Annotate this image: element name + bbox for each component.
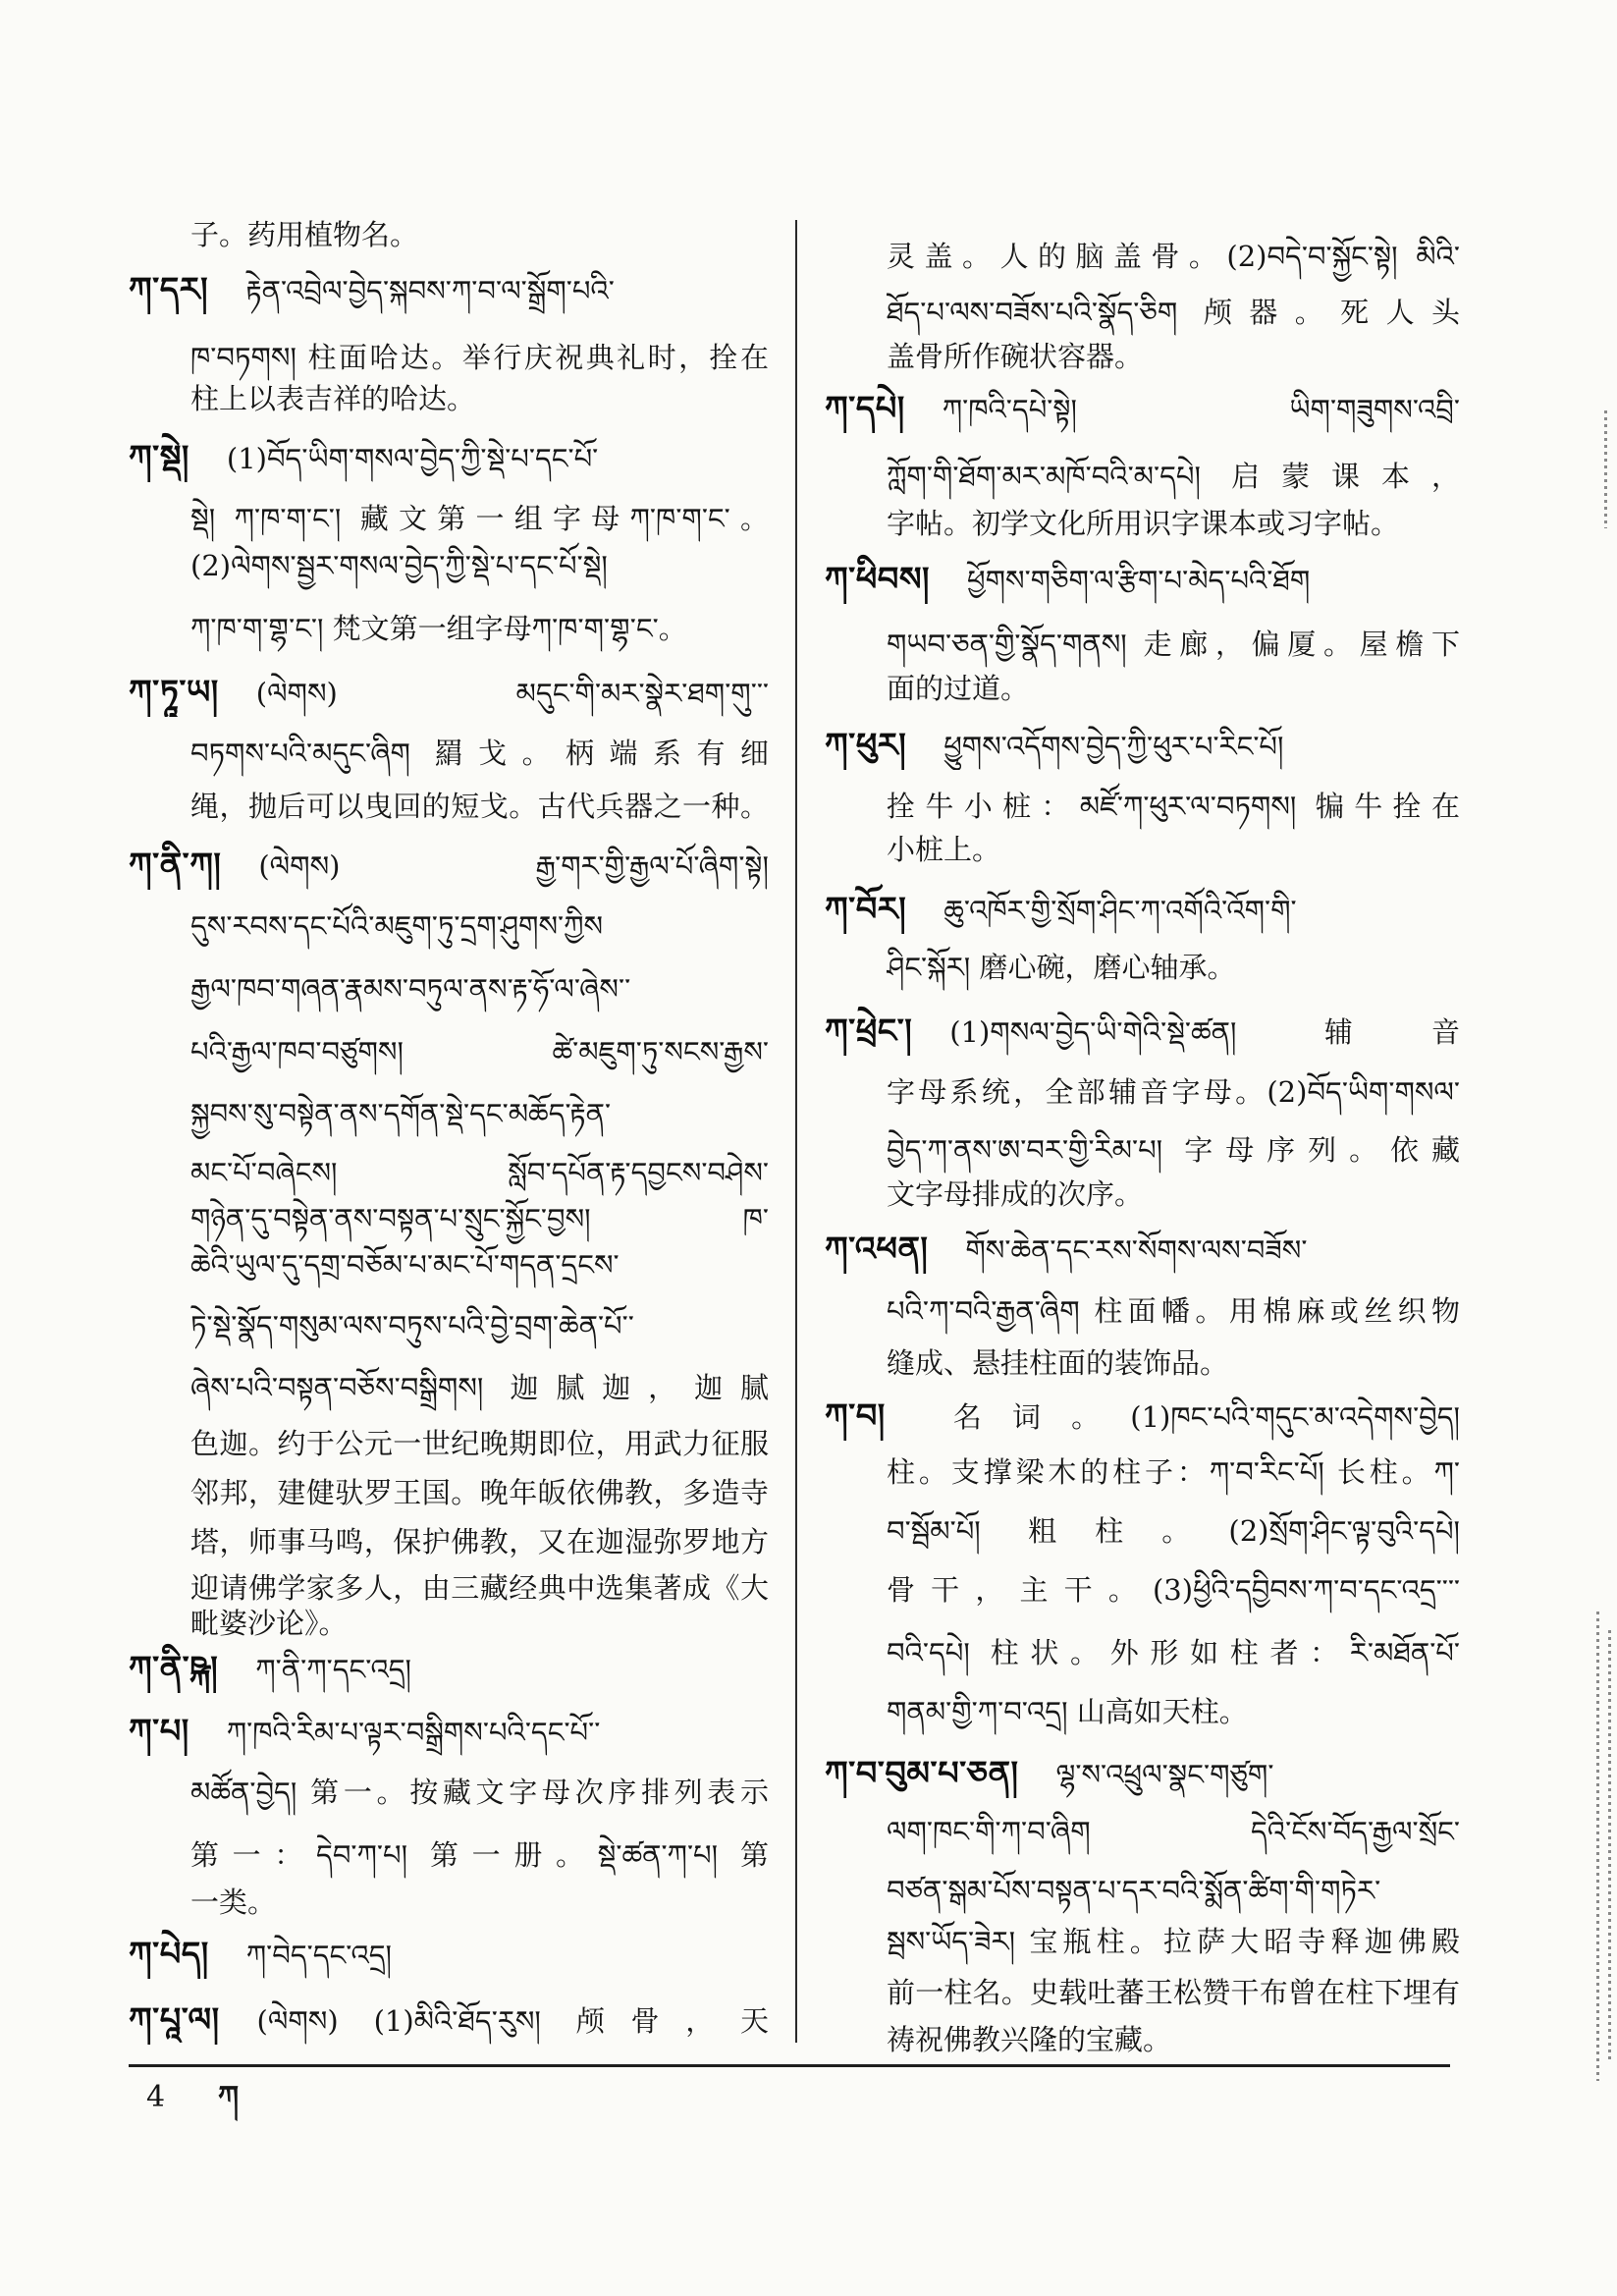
entry-line: གཉེན་དུ་བསྟེན་ནས་བསྟན་པ་སྲུང་སྐྱོང་བྱས། ཁ་ bbox=[190, 1202, 769, 1235]
entry-line: 邻邦，建健驮罗王国。晚年皈依佛教，多造寺 bbox=[190, 1476, 769, 1509]
definition-text: ཀ་ཁའི་རིམ་པ་ལྟར་བསྒྲིགས་པའི་དང་པོ་་ bbox=[226, 1716, 601, 1749]
entry-line: 子。药用植物名。 bbox=[190, 218, 419, 251]
entry-line: བཏགས་པའི་མདུང་ཞིག 羂戈。柄端系有细 bbox=[190, 737, 769, 770]
entry-line: 字母系统，全部辅音字母。(2)བོད་ཡིག་གསལ་ bbox=[887, 1075, 1460, 1109]
headword: ཀ་ཕུར། bbox=[825, 725, 907, 764]
entry-line: བྱེད་ཀ་ནས་ཨ་བར་གྱི་རིམ་པ། 字母序列。依藏 bbox=[887, 1133, 1460, 1167]
entry-line: 第一：དེབ་ཀ་པ། 第一册。སྡེ་ཚན་ཀ་པ། 第 bbox=[190, 1838, 769, 1872]
entry-line: སྐྱབས་སུ་བསྟེན་ནས་དགོན་སྡེ་དང་མཆོད་རྟེན་ bbox=[190, 1097, 612, 1130]
entry-line: 祷祝佛教兴隆的宝藏。 bbox=[887, 2023, 1172, 2056]
definition-text: (1)བོད་ཡིག་གསལ་བྱེད་ཀྱི་སྡེ་པ་དང་པོ་ bbox=[226, 442, 599, 475]
scan-artifact bbox=[1608, 1630, 1611, 2062]
entry-line: 柱。支撑梁木的柱子：ཀ་བ་རིང་པོ། 长柱。ཀ་ bbox=[887, 1455, 1460, 1489]
entry-line: མང་པོ་བཞེངས། སློབ་དཔོན་རྟ་དབྱངས་བཤེས་ bbox=[190, 1156, 769, 1189]
definition-text: (ལེགས) (1)མིའི་ཐོད་རུས། 颅骨，天 bbox=[256, 2004, 769, 2038]
definition-text: 名词。(1)ཁང་པའི་གདུང་མ་འདེགས་བྱེད། bbox=[922, 1400, 1460, 1434]
entry-line: ཏེ་སྡེ་སྣོད་གསུམ་ལས་བཏུས་པའི་བྱེ་བྲག་ཆེན་པོ་་ bbox=[190, 1309, 634, 1342]
entry-line: ཀ་ཁ་ག་གྷ་ང་། 梵文第一组字母ཀ་ཁ་ག་གྷ་ང་。 bbox=[190, 612, 687, 645]
definition-text: ཀ་བེད་དང་འདྲ། bbox=[245, 1939, 392, 1972]
entry-line: 面的过道。 bbox=[887, 672, 1030, 705]
entry-first-line bbox=[825, 553, 1460, 604]
entry-first-line bbox=[129, 431, 769, 482]
scan-artifact bbox=[1596, 1612, 1599, 2081]
headword: ཀ་ཏཱ་ཡ། bbox=[129, 672, 219, 711]
page-number: 4 bbox=[146, 2080, 166, 2114]
entry-line: པའི་རྒྱལ་ཁབ་བཙུགས། ཚེ་མཇུག་ཏུ་སངས་རྒྱས་ bbox=[190, 1035, 769, 1068]
entry-line: 拴牛小桩：མཛོ་ཀ་ཕུར་ལ་བཏགས། 犏牛拴在 bbox=[887, 790, 1460, 823]
entry-line: སྦས་ཡོད་ཟེར། 宝瓶柱。拉萨大昭寺释迦佛殿 bbox=[887, 1925, 1460, 1958]
entry-first-line bbox=[825, 1390, 1460, 1441]
entry-line: 盖骨所作碗状容器。 bbox=[887, 340, 1144, 373]
entry-line: 塔，师事马鸣，保护佛教，又在迦湿弥罗地方 bbox=[190, 1525, 769, 1558]
entry-first-line bbox=[129, 666, 769, 717]
entry-line: (2)ལེགས་སྦྱར་གསལ་བྱེད་ཀྱི་སྡེ་པ་དང་པོ་སྡེ། bbox=[190, 549, 608, 582]
entry-line: 毗婆沙论》。 bbox=[190, 1607, 348, 1640]
entry-first-line bbox=[129, 1928, 769, 1979]
entry-first-line bbox=[825, 1747, 1460, 1798]
entry-line: 灵盖。人的脑盖骨。(2)བདེ་བ་སྐྱོང་སྟེ། མིའི་ bbox=[887, 240, 1460, 273]
headword: ཀ་བོར། bbox=[825, 889, 907, 928]
entry-line: བཙན་སྒམ་པོས་བསྟན་པ་དར་བའི་སྨོན་ཚིག་གི་གཏེར་ bbox=[887, 1874, 1381, 1907]
entry-line: ཤིང་སྐོར། 磨心碗，磨心轴承。 bbox=[887, 951, 1236, 984]
headword: ཀ་བ། bbox=[825, 1395, 886, 1435]
section-letter: ཀ bbox=[218, 2080, 240, 2114]
entry-line: 字帖。初学文化所用识字课本或习字帖。 bbox=[887, 507, 1400, 540]
entry-line: རྒྱལ་ཁབ་གཞན་རྣམས་བཏུལ་ནས་རྟ་ཧོ་ལ་ཞེས་་ bbox=[190, 972, 631, 1006]
entry-first-line bbox=[825, 883, 1460, 934]
entry-line: སྡེ། ཀ་ཁ་ག་ང་། 藏文第一组字母ཀ་ཁ་ག་ང་。 bbox=[190, 502, 769, 535]
entry-line: 小桩上。 bbox=[887, 833, 1001, 866]
entry-line: ཆེའི་ཡུལ་དུ་དགྲ་བཅོམ་པ་མང་པོ་གདན་དྲངས་ bbox=[190, 1248, 620, 1282]
entry-first-line bbox=[825, 719, 1460, 770]
definition-text: ཆུ་འཁོར་གྱི་སྲོག་ཤིང་ཀ་འགོའི་འོག་གི་ bbox=[943, 894, 1297, 927]
entry-line: ཞེས་པའི་བསྟན་བཅོས་བསྒྲིགས། 迦腻迦，迦腻 bbox=[190, 1371, 769, 1404]
headword: ཀ་ནི་ཥྐ། bbox=[129, 1648, 219, 1687]
entry-line: ལག་ཁང་གི་ཀ་བ་ཞིག དེའི་ངོས་བོད་རྒྱལ་སྲོང་ bbox=[887, 1815, 1460, 1848]
entry-line: 色迦。约于公元一世纪晚期即位，用武力征服 bbox=[190, 1427, 769, 1460]
entry-first-line bbox=[129, 1705, 769, 1756]
definition-text: (1)གསལ་བྱེད་ཡི་གེའི་སྡེ་ཚན། 辅音 bbox=[949, 1015, 1460, 1049]
entry-line: གནམ་གྱི་ཀ་བ་འདྲ། 山高如天柱。 bbox=[887, 1695, 1248, 1728]
entry-line: གཡབ་ཅན་གྱི་སྣོད་གནས། 走廊，偏厦。屋檐下 bbox=[887, 628, 1460, 661]
scan-artifact bbox=[1604, 410, 1607, 528]
entry-line: པའི་ཀ་བའི་རྒྱན་ཞིག 柱面幡。用棉麻或丝织物 bbox=[887, 1294, 1460, 1328]
headword: ཀ་ཕྲེང་། bbox=[825, 1011, 913, 1050]
definition-text: རྟེན་འབྲེལ་བྱེད་སྐབས་ཀ་བ་ལ་སྒྲོག་པའི་ bbox=[245, 274, 615, 307]
entry-first-line bbox=[825, 1005, 1460, 1056]
entry-line: ཐོད་པ་ལས་བཟོས་པའི་སྣོད་ཅིག 颅器。死人头 bbox=[887, 296, 1460, 329]
headword: ཀ་པེད། bbox=[129, 1934, 209, 1973]
entry-first-line bbox=[129, 263, 769, 314]
column-divider bbox=[795, 220, 797, 2043]
entry-line: 柱上以表吉祥的哈达。 bbox=[190, 382, 476, 415]
entry-line: 骨干，主干。(3)ཕྱིའི་དབྱིབས་ཀ་བ་དང་འདྲ་་་་ bbox=[887, 1573, 1460, 1607]
entry-line: དུས་རབས་དང་པོའི་མཇུག་ཏུ་དྲག་ཤུགས་ཀྱིས bbox=[190, 909, 604, 943]
definition-text: ཕྱུགས་འདོགས་བྱེད་ཀྱི་ཕུར་པ་རིང་པོ། bbox=[943, 730, 1284, 763]
entry-line: ཁ་བཏགས། 柱面哈达。举行庆祝典礼时，拴在 bbox=[190, 341, 769, 374]
headword: ཀ་པ། bbox=[129, 1711, 189, 1750]
definition-text: ཕྱོགས་གཅིག་ལ་རྩིག་པ་མེད་པའི་ཐོག bbox=[967, 564, 1311, 597]
entry-first-line bbox=[129, 839, 769, 890]
definition-text: (ལེགས) རྒྱ་གར་གྱི་རྒྱལ་པོ་ཞིག་སྟེ། bbox=[258, 849, 769, 883]
entry-line: 前一柱名。史载吐蕃王松赞干布曾在柱下埋有 bbox=[887, 1976, 1460, 2009]
headword: ཀ་དར། bbox=[129, 269, 209, 308]
definition-text: གོས་ཆེན་དང་རས་སོགས་ལས་བཟོས་ bbox=[965, 1233, 1308, 1267]
entry-first-line bbox=[129, 1642, 769, 1693]
entry-line: 迎请佛学家多人，由三藏经典中选集著成《大 bbox=[190, 1571, 769, 1605]
entry-line: 绳，抛后可以曳回的短戈。古代兵器之一种。 bbox=[190, 790, 769, 823]
entry-line: 文字母排成的次序。 bbox=[887, 1177, 1144, 1211]
entry-line: ཀློག་གི་ཐོག་མར་མཁོ་བའི་མ་དཔེ། 启蒙课本， bbox=[887, 460, 1460, 493]
headword: ཀ་བ་བུམ་པ་ཅན། bbox=[825, 1753, 1019, 1792]
entry-first-line bbox=[825, 1223, 1460, 1274]
definition-text: (ལེགས) མདུང་གི་མར་སྣེར་ཐག་གུ་་་ bbox=[255, 677, 769, 710]
entry-line: བ་སྦོམ་པོ། 粗柱。(2)སྲོག་ཤིང་ལྟ་བུའི་དཔེ། bbox=[887, 1514, 1460, 1548]
entry-first-line bbox=[129, 1994, 769, 2045]
headword: ཀ་འཕན། bbox=[825, 1229, 929, 1268]
entry-line: བའི་དཔེ། 柱状。外形如柱者：རི་མཐོན་པོ་ bbox=[887, 1636, 1460, 1669]
definition-text: ཀ་ནི་ཀ་དང་འདྲ། bbox=[255, 1653, 411, 1686]
entry-line: 缝成、悬挂柱面的装饰品。 bbox=[887, 1346, 1229, 1380]
headword: ཀ་སྡེ། bbox=[129, 437, 189, 476]
headword: ཀ་ཕིབས། bbox=[825, 559, 931, 598]
definition-text: ཀ་ཁའི་དཔེ་སྟེ། ཡིག་གཟུགས་འབྲི་ bbox=[942, 393, 1460, 426]
entry-line: 一类。 bbox=[190, 1886, 277, 1919]
headword: ཀ་དཔེ། bbox=[825, 388, 905, 427]
headword: ཀ་པཱ་ལ། bbox=[129, 1999, 220, 2039]
definition-text: ལྷ་ས་འཕྲུལ་སྣང་གཙུག་ bbox=[1055, 1758, 1274, 1791]
footer-rule bbox=[129, 2064, 1450, 2067]
entry-first-line bbox=[825, 382, 1460, 433]
entry-line: མཚོན་བྱེད། 第一。按藏文字母次序排列表示 bbox=[190, 1776, 769, 1809]
headword: ཀ་ནི་ཀ། bbox=[129, 845, 222, 884]
